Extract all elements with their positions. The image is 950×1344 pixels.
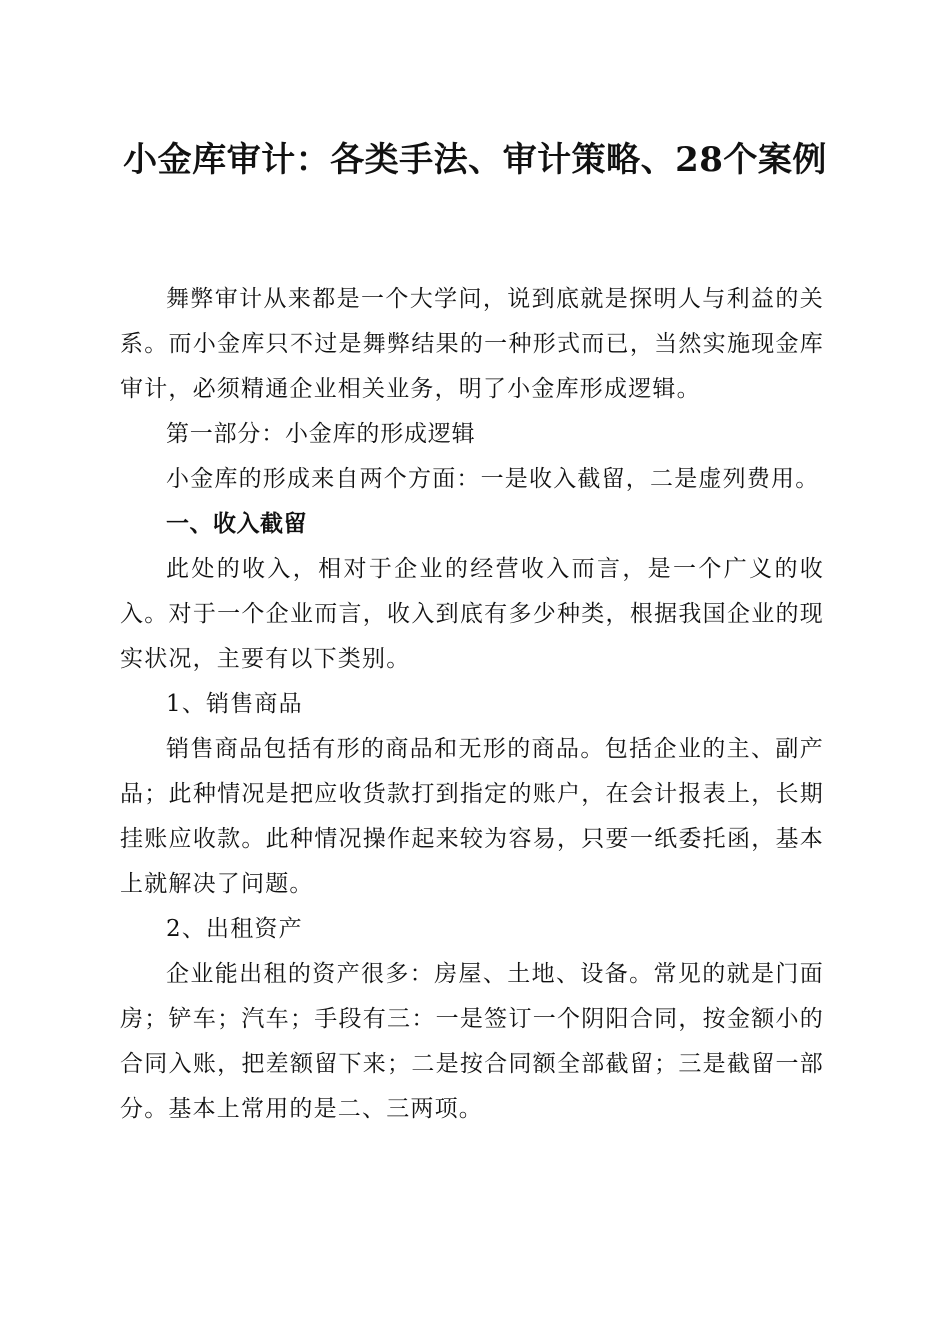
item-one-heading: 1、销售商品 (166, 691, 303, 717)
income-paragraph: 此处的收入，相对于企业的经营收入而言，是一个广义的收入。对于一个企业而言，收入到底有多少种类，根据我国企业的现实状况，主要有以下类别。 (120, 556, 824, 672)
item-two-heading: 2、出租资产 (166, 916, 303, 942)
rental-paragraph: 企业能出租的资产很多：房屋、土地、设备。常见的就是门面房；铲车；汽车；手段有三：一是签订一个阴阳合同，按金额小的合同入账，把差额留下来；二是按合同额全部截留；三是截留一部分。基本上常用的是二、三两项。 (120, 961, 824, 1122)
document-title: 小金库审计：各类手法、审计策略、28个案例 (123, 140, 827, 180)
section-one-heading: 一、收入截留 (166, 511, 307, 537)
intro-paragraph: 舞弊审计从来都是一个大学问，说到底就是探明人与利益的关系。而小金库只不过是舞弊结果的一种形式而已，当然实施现金库审计，必须精通企业相关业务，明了小金库形成逻辑。 (120, 286, 824, 402)
formation-paragraph: 小金库的形成来自两个方面：一是收入截留，二是虚列费用。 (166, 466, 820, 492)
document-body (120, 277, 824, 1132)
part-one-heading: 第一部分：小金库的形成逻辑 (166, 421, 476, 447)
sales-paragraph: 销售商品包括有形的商品和无形的商品。包括企业的主、副产品；此种情况是把应收货款打到指定的账户，在会计报表上，长期挂账应收款。此种情况操作起来较为容易，只要一纸委托函，基本上就解决了问题。 (120, 736, 824, 897)
